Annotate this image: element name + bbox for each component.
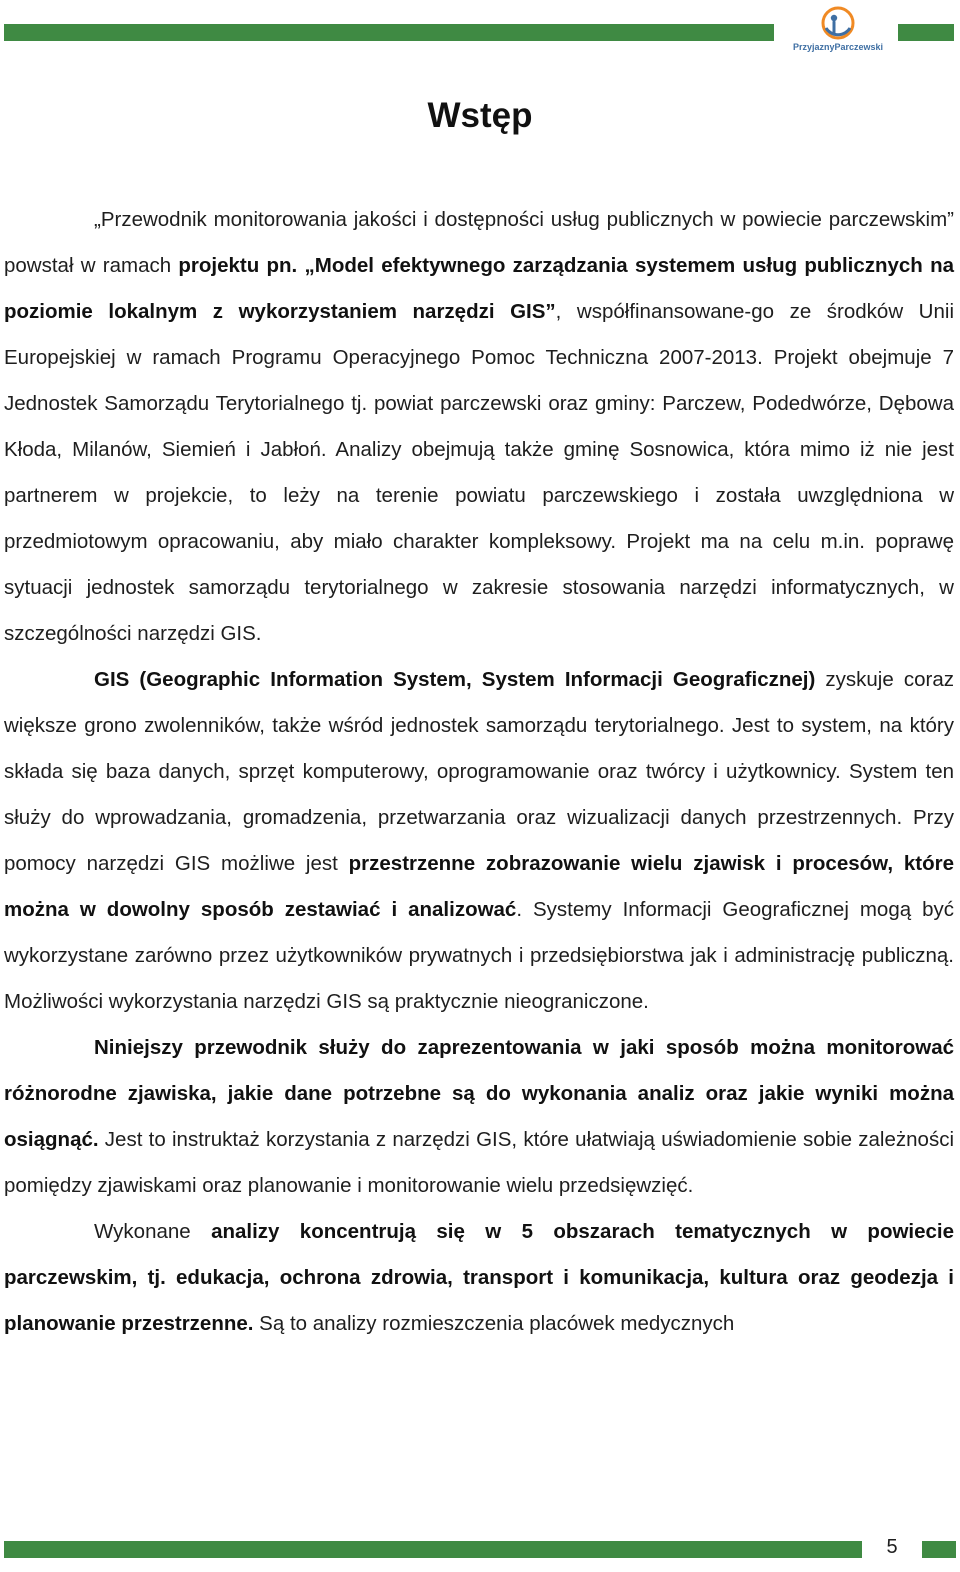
- page-title: Wstęp: [427, 96, 533, 135]
- logo-icon: [790, 4, 886, 44]
- logo: [790, 4, 886, 58]
- bold-text-run: GIS (Geographic Information System, System Informacji Geograficznej): [94, 668, 816, 691]
- logo-text: PrzyjaznyParczewski: [792, 42, 884, 52]
- page-number: 5: [886, 1536, 898, 1558]
- paragraph: [4, 197, 954, 657]
- text-run: . Systemy Informacji Geograficznej mogą być wykorzystane zarówno przez użytkowników prywatnych i przedsiębiorstwa jak i administrację publiczną. Możliwości wykorzystania narzędzi GIS są praktycznie nieograniczone.: [4, 898, 954, 1013]
- paragraph: [4, 1209, 954, 1347]
- paragraph: [4, 657, 954, 1025]
- document-body: [4, 197, 954, 1347]
- text-run: „Przewodnik monitorowania jakości i dostępności usług publicznych w powiecie parczewskim” powstał w ramach: [4, 208, 954, 277]
- bold-text-run: przestrzenne zobrazowanie wielu zjawisk i procesów, które można w dowolny sposób zestawiać i analizować: [4, 852, 954, 921]
- paragraph: [4, 1025, 954, 1209]
- header-bar-right: [898, 24, 954, 41]
- text-run: zyskuje coraz większe grono zwolenników, także wśród jednostek samorządu terytorialnego. Jest to system, na który składa się baza danych, sprzęt komputerowy, oprogramowanie oraz twórcy i użytkownicy. System ten służy do wprowadzania, gromadzenia, przetwarzania oraz wizualizacji danych przestrzennych. Przy pomocy narzędzi GIS możliwe jest: [4, 668, 954, 875]
- header-bar: [4, 24, 774, 41]
- bold-text-run: Niniejszy przewodnik służy do zaprezentowania w jaki sposób można monitorować różnorodne zjawiska, jakie dane potrzebne są do wykonania analiz oraz jakie wyniki można osiągnąć.: [4, 1036, 954, 1151]
- footer-bar: [4, 1541, 862, 1558]
- text-run: Wykonane: [94, 1220, 212, 1243]
- text-run: , współfinansowane-go ze środków Unii Europejskiej w ramach Programu Operacyjnego Pomoc Techniczna 2007-2013. Projekt obejmuje 7 Jednostek Samorządu Terytorialnego tj. powiat parczewski oraz gminy: Parczew, Podedwórze, Dębowa Kłoda, Milanów, Siemień i Jabłoń. Analizy obejmują także gminę Sosnowica, która mimo iż nie jest partnerem w projekcie, to leży na terenie powiatu parczewskiego i została uwzględniona w przedmiotowym opracowaniu, aby miało charakter kompleksowy. Projekt ma na celu m.in. poprawę sytuacji jednostek samorządu terytorialnego w zakresie stosowania narzędzi informatycznych, w szczególności narzędzi GIS.: [4, 300, 954, 645]
- bold-text-run: analizy koncentrują się w 5 obszarach tematycznych w powiecie parczewskim, tj. edukacja, ochrona zdrowia, transport i komunikacja, kultura oraz geodezja i planowanie przestrzenne.: [4, 1220, 955, 1335]
- text-run: Jest to instruktaż korzystania z narzędzi GIS, które ułatwiają uświadomienie sobie zależności pomiędzy zjawiskami oraz planowanie i monitorowanie wielu przedsięwzięć.: [4, 1128, 954, 1197]
- bold-text-run: projektu pn. „Model efektywnego zarządzania systemem usług publicznych na poziomie lokalnym z wykorzystaniem narzędzi GIS”: [4, 254, 954, 323]
- footer-bar-right: [922, 1541, 956, 1558]
- text-run: Są to analizy rozmieszczenia placówek medycznych: [253, 1312, 735, 1335]
